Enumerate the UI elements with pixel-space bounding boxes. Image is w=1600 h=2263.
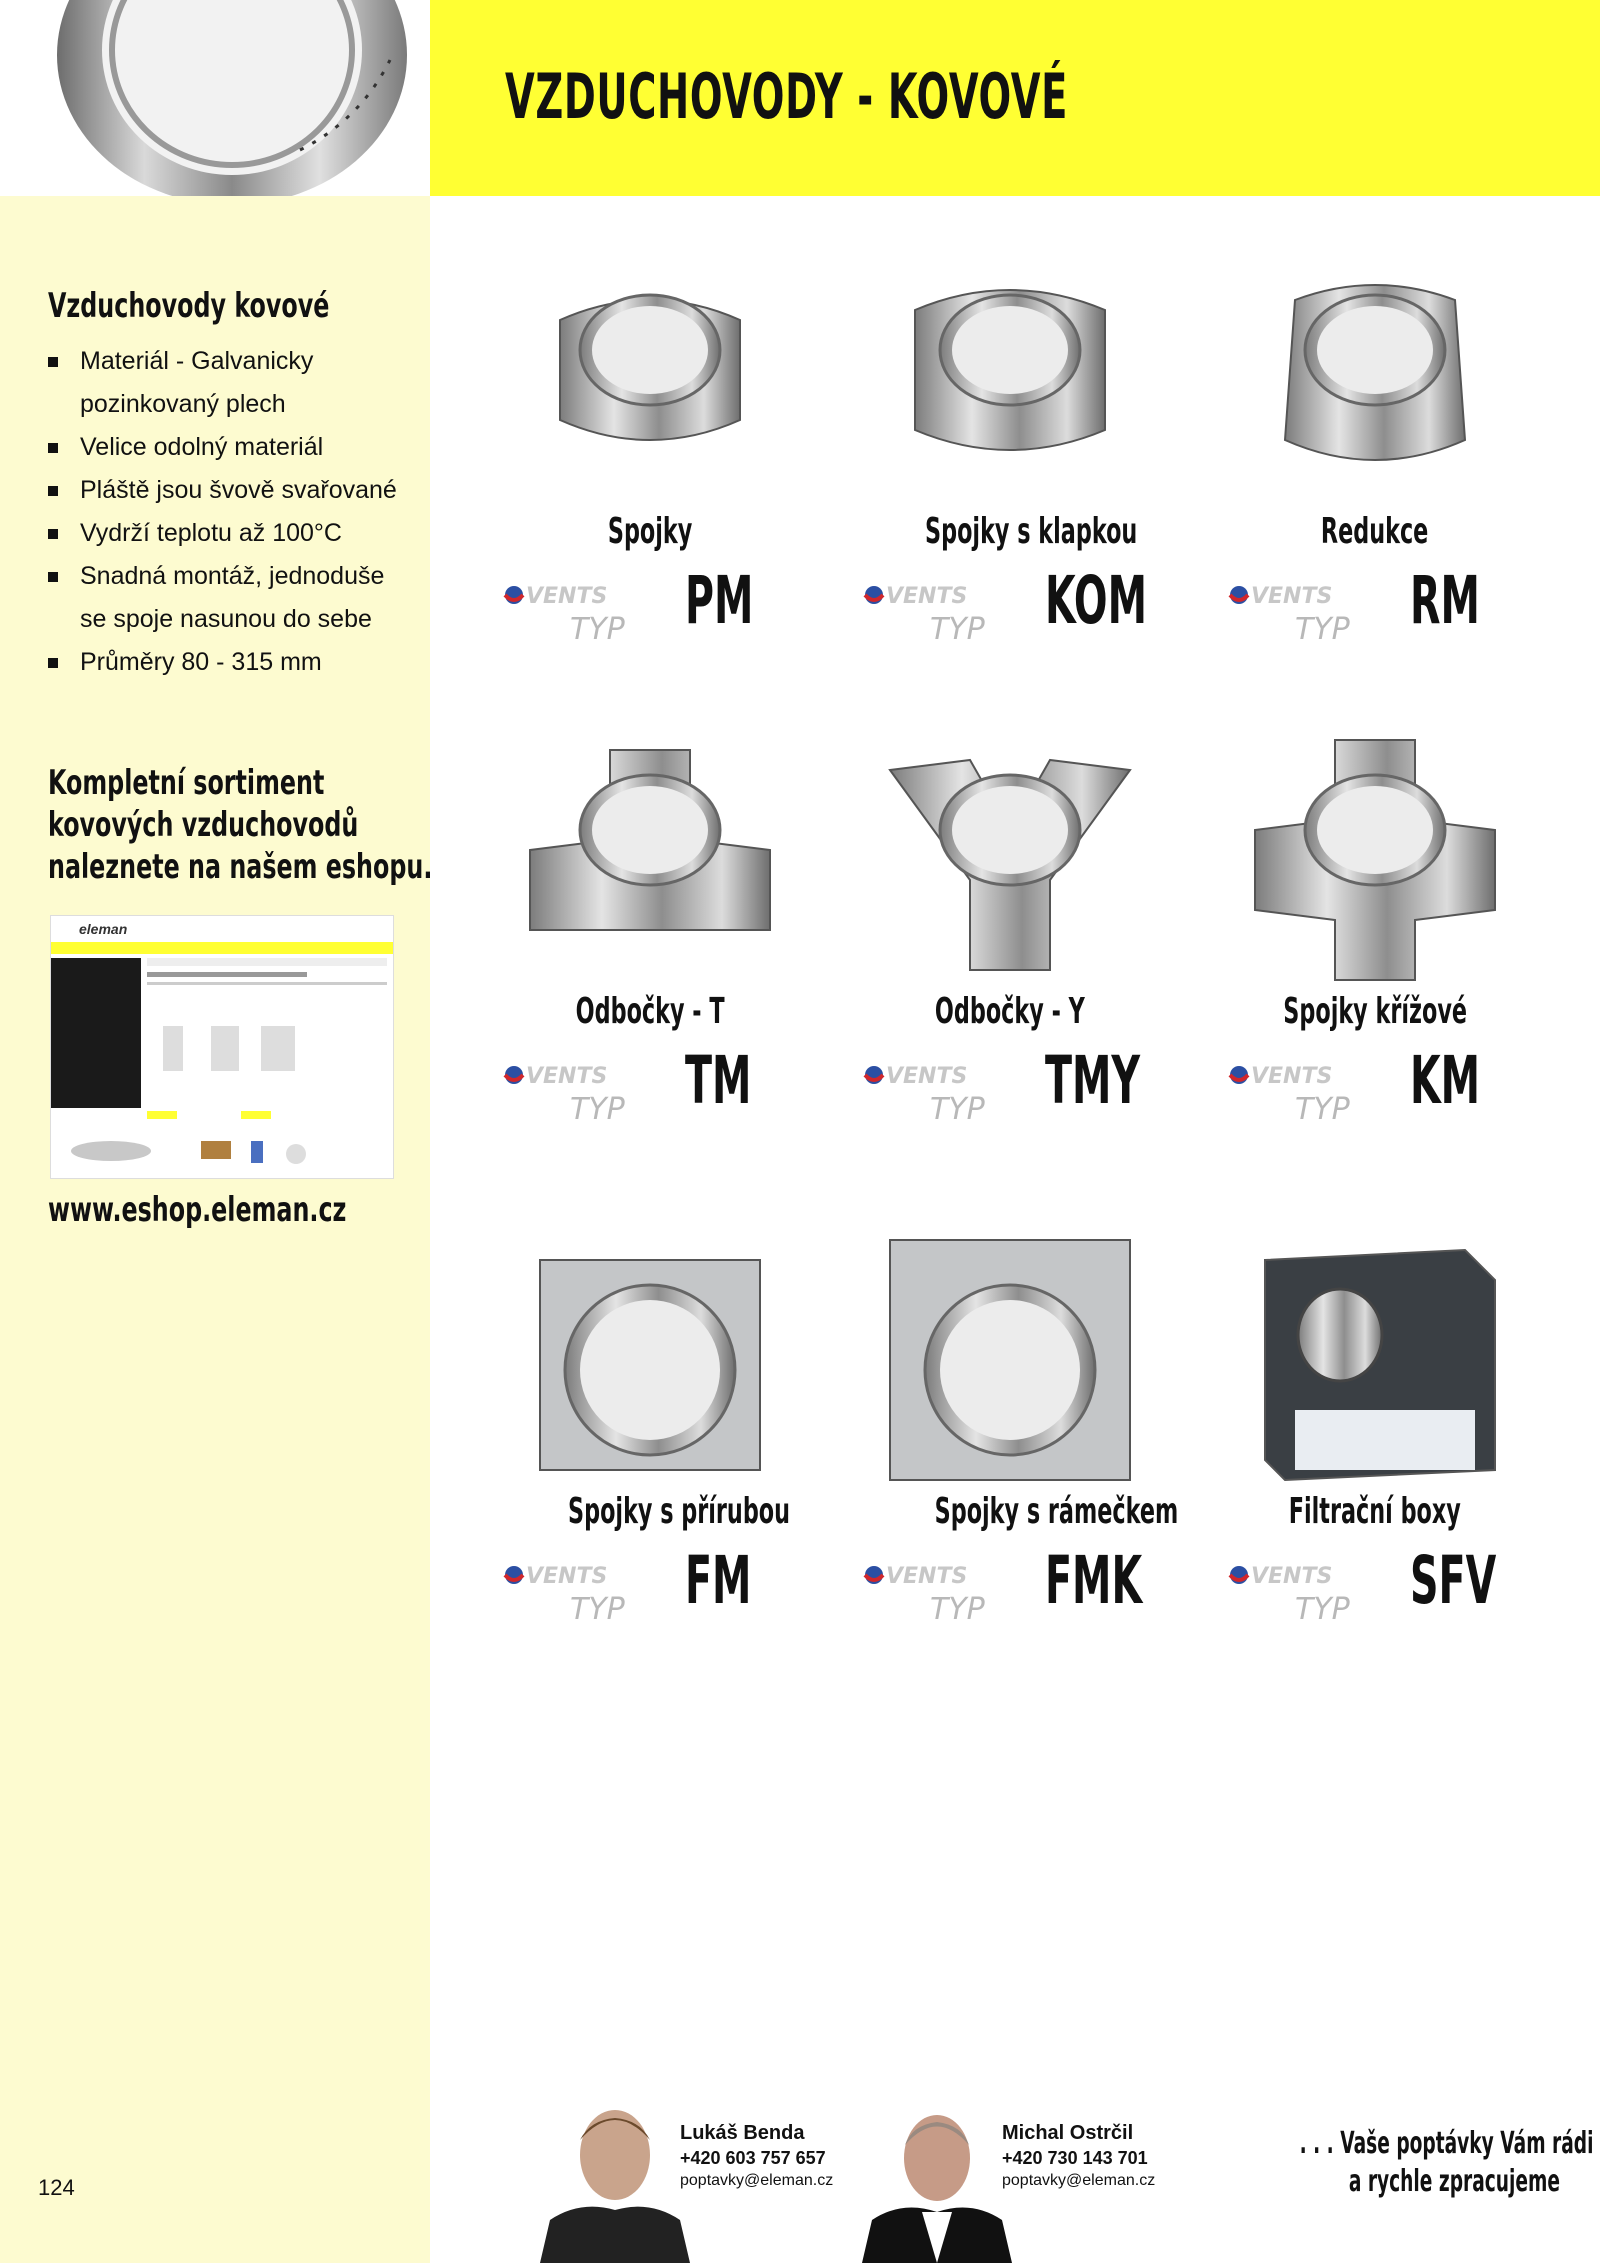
product-card[interactable] bbox=[1225, 720, 1525, 1140]
vents-logo-icon bbox=[860, 1055, 1010, 1125]
contact-phone[interactable]: +420 730 143 701 bbox=[1002, 2148, 1148, 2168]
typ-label: TYP bbox=[1295, 1092, 1350, 1125]
brand-name: VENTS bbox=[526, 1564, 608, 1589]
vents-logo-icon bbox=[1225, 1055, 1375, 1125]
product-name: Odbočky - T bbox=[575, 991, 725, 1032]
bullet-square-icon bbox=[48, 443, 58, 453]
duct-frame-image bbox=[860, 1220, 1160, 1490]
typ-label: TYP bbox=[930, 1592, 985, 1625]
eshop-screenshot[interactable] bbox=[50, 915, 394, 1179]
header-duct-photo bbox=[0, 0, 430, 196]
product-code: KM bbox=[1410, 1042, 1481, 1119]
contact-name: Michal Ostrčil bbox=[1002, 2122, 1134, 2144]
product-code: SFV bbox=[1410, 1542, 1497, 1619]
vents-logo-icon bbox=[860, 1555, 1010, 1625]
typ-label: TYP bbox=[930, 612, 985, 645]
feature-item: Průměry 80 - 315 mm bbox=[48, 641, 408, 684]
vents-logo-icon bbox=[500, 1555, 650, 1625]
product-card[interactable] bbox=[500, 1220, 800, 1640]
duct-coupling-damper-image bbox=[860, 240, 1160, 510]
brand-name: VENTS bbox=[526, 584, 608, 609]
brand-name: VENTS bbox=[526, 1064, 608, 1089]
product-card[interactable] bbox=[860, 1220, 1179, 1640]
product-code: RM bbox=[1410, 562, 1480, 639]
contact-photo bbox=[540, 2100, 690, 2263]
typ-label: TYP bbox=[570, 1592, 625, 1625]
brand-name: VENTS bbox=[1251, 584, 1333, 609]
product-code: PM bbox=[685, 562, 754, 639]
product-code: TMY bbox=[1045, 1042, 1141, 1119]
product-name: Spojky s rámečkem bbox=[934, 1491, 1179, 1532]
brand-name: VENTS bbox=[886, 584, 968, 609]
duct-flange-image bbox=[500, 1220, 800, 1490]
page-number: 124 bbox=[38, 2175, 75, 2200]
typ-label: TYP bbox=[1295, 1592, 1350, 1625]
feature-item: Pláště jsou švově svařované bbox=[48, 469, 408, 512]
vents-logo-icon bbox=[1225, 1555, 1375, 1625]
product-name: Spojky s přírubou bbox=[568, 1491, 791, 1532]
eshop-url-link[interactable]: www.eshop.eleman.cz bbox=[48, 1190, 347, 1230]
contact-name: Lukáš Benda bbox=[680, 2122, 805, 2144]
eshop-logo: eleman bbox=[79, 921, 128, 937]
typ-label: TYP bbox=[1295, 612, 1350, 645]
bullet-square-icon bbox=[48, 572, 58, 582]
feature-item: Vydrží teplotu až 100°C bbox=[48, 512, 408, 555]
bullet-square-icon bbox=[48, 529, 58, 539]
contact-phone[interactable]: +420 603 757 657 bbox=[680, 2148, 826, 2168]
typ-label: TYP bbox=[570, 1092, 625, 1125]
bullet-square-icon bbox=[48, 658, 58, 668]
typ-label: TYP bbox=[930, 1092, 985, 1125]
feature-item: Velice odolný materiál bbox=[48, 426, 408, 469]
page-title: VZDUCHOVODY - KOVOVÉ bbox=[505, 60, 1069, 133]
eshop-promo-text: Kompletní sortiment kovových vzduchovodů naleznete na našem eshopu. bbox=[48, 763, 433, 887]
product-name: Filtrační boxy bbox=[1288, 1491, 1462, 1532]
feature-item: Snadná montáž, jednoduše se spoje nasunou do sebe bbox=[48, 555, 408, 641]
product-code: TM bbox=[685, 1042, 752, 1119]
tagline bbox=[1140, 2125, 1594, 2201]
product-code: FM bbox=[685, 1542, 752, 1619]
vents-logo-icon bbox=[860, 575, 1010, 645]
duct-y-branch-image bbox=[860, 720, 1160, 990]
brand-name: VENTS bbox=[1251, 1564, 1333, 1589]
filter-box-image bbox=[1225, 1220, 1525, 1490]
feature-list bbox=[48, 340, 408, 684]
duct-cross-image bbox=[1225, 720, 1525, 990]
product-name: Spojky bbox=[607, 511, 693, 552]
brand-name: VENTS bbox=[886, 1064, 968, 1089]
product-code: KOM bbox=[1045, 562, 1147, 639]
product-card[interactable] bbox=[860, 240, 1160, 660]
contact-email[interactable]: poptavky@eleman.cz bbox=[1002, 2172, 1156, 2189]
product-card[interactable] bbox=[1225, 240, 1525, 660]
brand-name: VENTS bbox=[886, 1564, 968, 1589]
feature-item: Materiál - Galvanicky pozinkovaný plech bbox=[48, 340, 408, 426]
product-name: Spojky s klapkou bbox=[925, 511, 1138, 552]
product-card[interactable] bbox=[860, 720, 1160, 1140]
product-card[interactable] bbox=[500, 720, 800, 1140]
tagline-line-1: . . . Vaše poptávky Vám rádi bbox=[1299, 2126, 1594, 2161]
bullet-square-icon bbox=[48, 486, 58, 496]
product-card[interactable] bbox=[1225, 1220, 1525, 1640]
product-name: Odbočky - Y bbox=[935, 991, 1085, 1032]
brand-name: VENTS bbox=[1251, 1064, 1333, 1089]
bullet-square-icon bbox=[48, 357, 58, 367]
product-code: FMK bbox=[1045, 1542, 1143, 1619]
vents-logo-icon bbox=[500, 575, 650, 645]
product-card[interactable] bbox=[500, 240, 800, 660]
contact-photo bbox=[862, 2100, 1012, 2263]
vents-logo-icon bbox=[500, 1055, 650, 1125]
contact-email[interactable]: poptavky@eleman.cz bbox=[680, 2172, 834, 2189]
tagline-line-2: a rychle zpracujeme bbox=[1348, 2164, 1560, 2199]
product-name: Spojky křížové bbox=[1283, 991, 1467, 1032]
typ-label: TYP bbox=[570, 612, 625, 645]
product-name: Redukce bbox=[1321, 511, 1429, 552]
duct-tee-image bbox=[500, 720, 800, 990]
vents-logo-icon bbox=[1225, 575, 1375, 645]
duct-reducer-image bbox=[1225, 240, 1525, 510]
duct-coupling-image bbox=[500, 240, 800, 510]
sidebar-heading: Vzduchovody kovové bbox=[48, 286, 330, 326]
